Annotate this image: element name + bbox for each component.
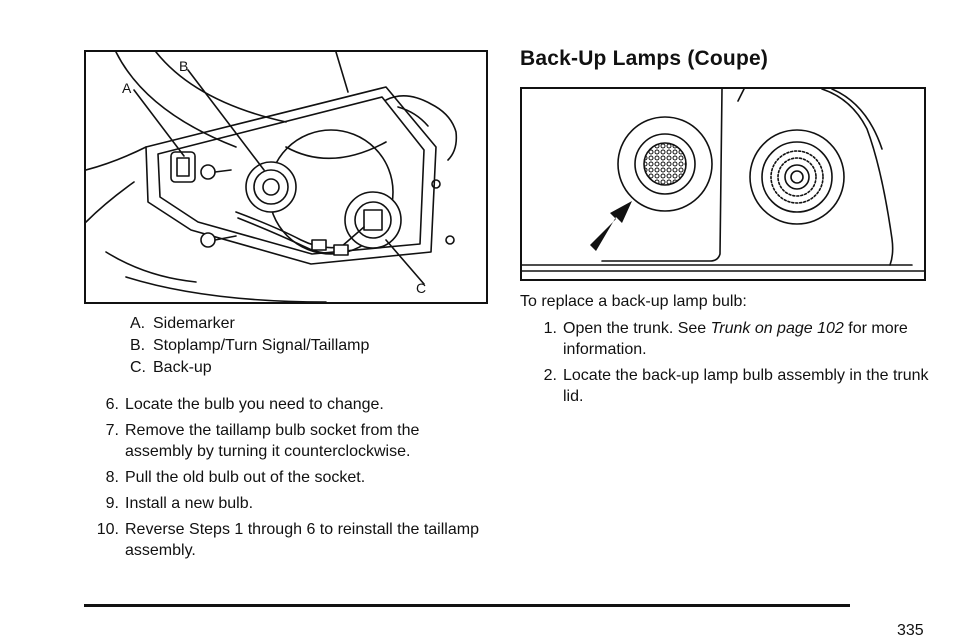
legend-item — [130, 357, 369, 379]
callout-label-a: A — [122, 80, 132, 96]
section-title: Back-Up Lamps (Coupe) — [520, 47, 769, 70]
step-text: Install a new bulb. — [125, 495, 254, 512]
legend-label: Stoplamp/Turn Signal/Taillamp — [153, 337, 370, 354]
list-item — [76, 467, 486, 488]
step-number: 8. — [105, 469, 119, 486]
step-text-before: Open the trunk. See — [563, 320, 711, 337]
figure-legend — [130, 313, 369, 379]
cross-reference-link[interactable]: Trunk on page 102 — [710, 320, 844, 337]
steps-list-left — [76, 394, 486, 566]
callout-label-c: C — [416, 280, 427, 296]
legend-key: A. — [130, 315, 146, 332]
step-text — [563, 318, 933, 360]
step-number: 9. — [105, 495, 119, 512]
list-item — [76, 394, 486, 415]
legend-key: C. — [130, 359, 146, 376]
list-item — [76, 493, 486, 514]
legend-key: B. — [130, 337, 146, 354]
legend-item — [130, 313, 369, 335]
steps-list-right — [533, 318, 933, 412]
step-number: 2. — [543, 367, 557, 384]
list-item — [76, 420, 486, 462]
step-text: Reverse Steps 1 through 6 to reinstall the taillamp assembly. — [125, 521, 479, 559]
step-text: Remove the taillamp bulb socket from the assembly by turning it counterclockwise. — [125, 422, 420, 460]
list-item — [533, 318, 933, 360]
step-number: 1. — [543, 320, 557, 337]
callout-label-b: B — [179, 58, 189, 74]
page-number: 335 — [897, 622, 924, 639]
step-text: Pull the old bulb out of the socket. — [125, 469, 366, 486]
step-text-after: for more information. — [563, 320, 908, 358]
footer-rule — [84, 604, 850, 607]
legend-label: Sidemarker — [153, 315, 235, 332]
step-number: 7. — [105, 422, 119, 439]
list-item — [76, 519, 486, 561]
legend-item — [130, 335, 369, 357]
step-text: Locate the back-up lamp bulb assembly in the trunk lid. — [563, 367, 929, 405]
step-text: Locate the bulb you need to change. — [125, 396, 384, 413]
backup-lamp-illustration — [520, 87, 926, 281]
taillamp-assembly-illustration — [84, 50, 488, 304]
intro-text: To replace a back-up lamp bulb: — [520, 293, 747, 310]
list-item — [533, 365, 933, 407]
legend-label: Back-up — [153, 359, 212, 376]
step-number: 10. — [96, 521, 119, 538]
step-number: 6. — [105, 396, 119, 413]
